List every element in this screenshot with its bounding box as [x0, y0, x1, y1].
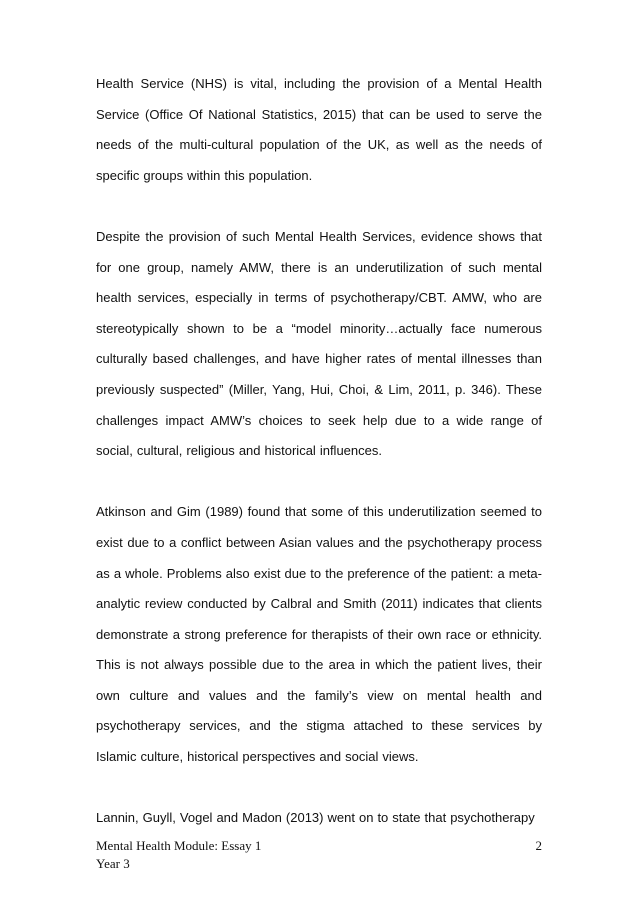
paragraph-nhs-provision: Health Service (NHS) is vital, including the provision of a Mental Health Service (Office Of National Statistics, 2015) that can be used to serve the needs of the multi-cultural population of the UK, as well as the needs of specific groups within this population.	[96, 76, 542, 183]
paragraph-atkinson-gim: Atkinson and Gim (1989) found that some of this underutilization seemed to exist due to a conflict between Asian values and the psychotherapy process as a whole. Problems also exist due to the preference of the patient: a meta-analytic review conducted by Calbral and Smith (2011) indicates that clients demonstrate a strong preference for therapists of their own race or ethnicity. This is not always possible due to the area in which the patient lives, their own culture and values and the family’s view on mental health and psychotherapy services, and the stigma attached to these services by Islamic culture, historical perspectives and social views.	[96, 504, 542, 765]
footer-year: Year 3	[96, 856, 130, 871]
paragraph-lannin: Lannin, Guyll, Vogel and Madon (2013) went on to state that psychotherapy	[96, 810, 535, 826]
paragraph-amw-underutilization: Despite the provision of such Mental Health Services, evidence shows that for one group, namely AMW, there is an underutilization of such mental health services, especially in terms of psychotherapy/CBT. AMW, who are stereotypically shown to be a “model minority…actually face numerous culturally based challenges, and have higher rates of mental illnesses than previously suspected” (Miller, Yang, Hui, Choi, & Lim, 2011, p. 346). These challenges impact AMW’s choices to seek help due to a wide range of social, cultural, religious and historical influences.	[96, 228, 542, 459]
essay-body	[96, 69, 542, 834]
page-number: 2	[535, 838, 542, 853]
page-footer	[96, 837, 542, 873]
footer-module-title: Mental Health Module: Essay 1	[96, 838, 262, 853]
